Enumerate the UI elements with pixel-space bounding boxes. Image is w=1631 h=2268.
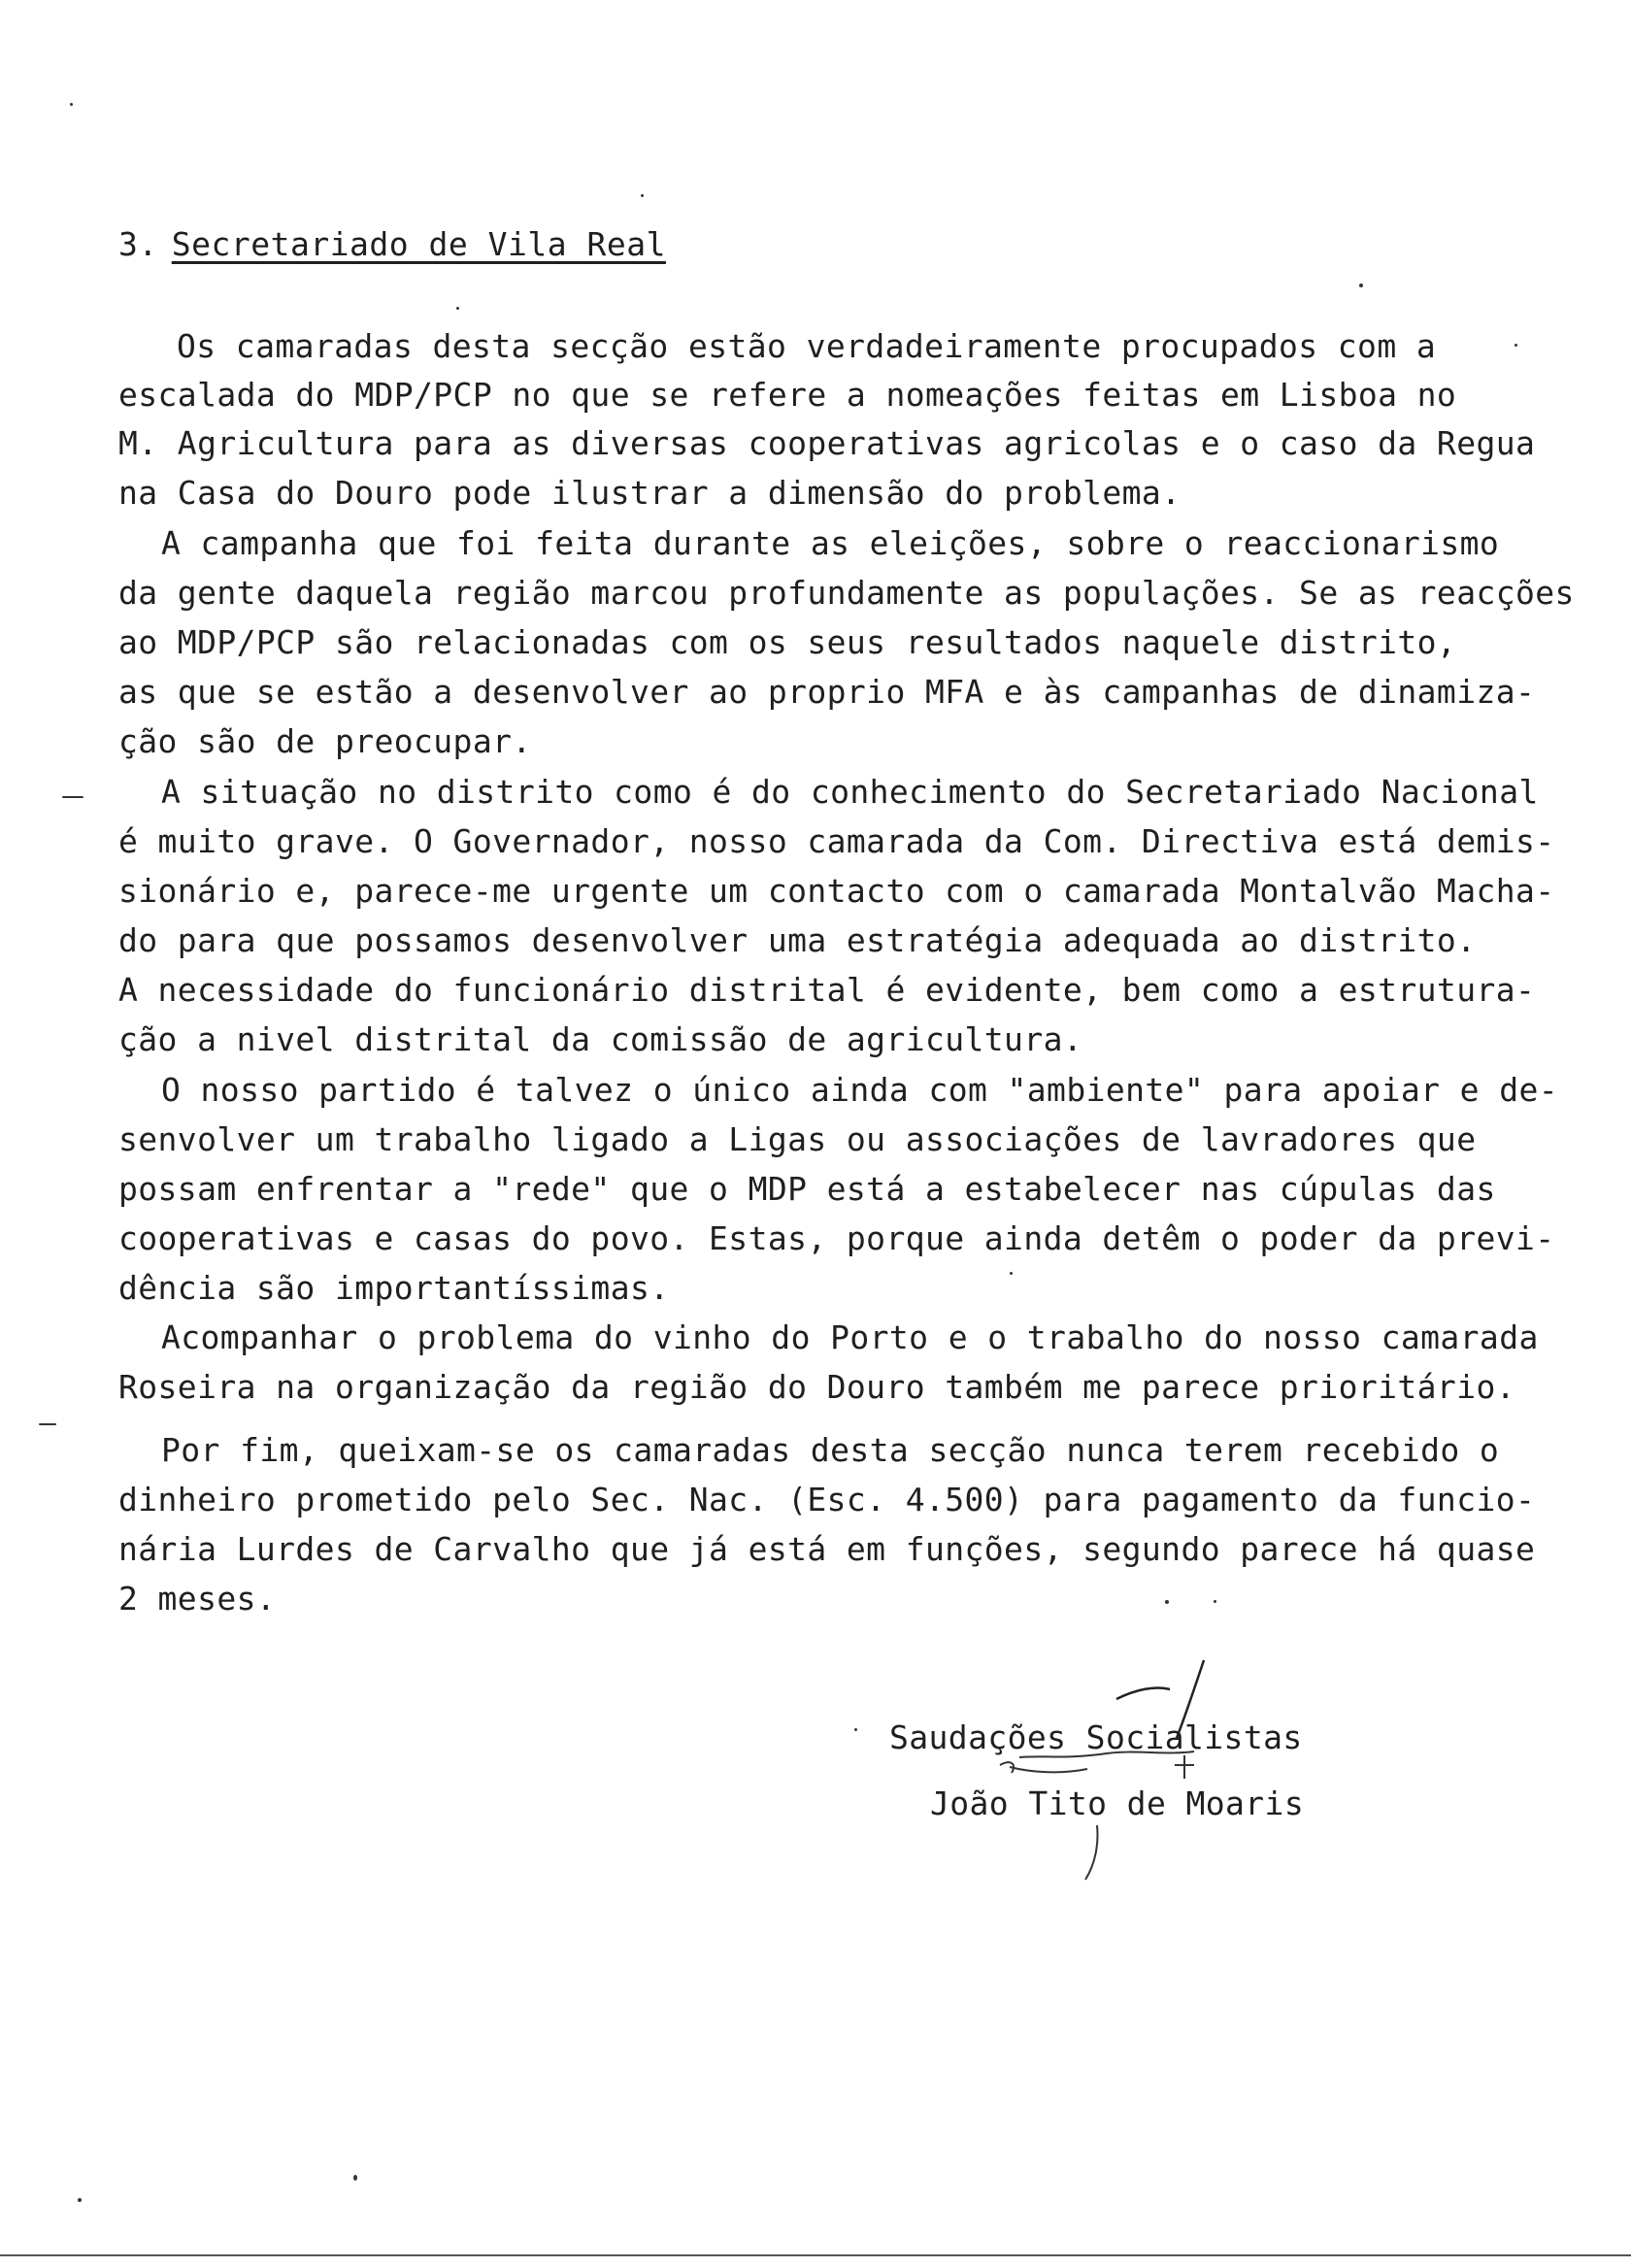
page-bottom-rule — [0, 2254, 1631, 2256]
body-line: M. Agricultura para as diversas cooperativas agricolas e o caso da Regua — [118, 424, 1536, 462]
scan-speck — [854, 1728, 857, 1731]
scan-speck — [62, 796, 83, 798]
body-line: do para que possamos desenvolver uma estratégia adequada ao distrito. — [118, 921, 1477, 959]
scan-speck — [70, 103, 73, 106]
body-line: 2 meses. — [118, 1580, 277, 1618]
body-line: da gente daquela região marcou profundamente as populações. Se as reacções — [118, 574, 1575, 612]
body-line: na Casa do Douro pode ilustrar a dimensão do problema. — [118, 474, 1182, 512]
body-line: A situação no distrito como é do conhecimento do Secretariado Nacional — [161, 773, 1539, 811]
closing-salutation: Saudações Socialistas — [889, 1718, 1303, 1756]
body-line: dência são importantíssimas. — [118, 1269, 670, 1307]
body-line: Acompanhar o problema do vinho do Porto e o trabalho do nosso camarada — [161, 1318, 1539, 1356]
scan-speck — [78, 2198, 82, 2202]
scan-speck — [1514, 344, 1517, 347]
scan-speck — [39, 1423, 56, 1425]
body-line: Roseira na organização da região do Douro também me parece prioritário. — [118, 1368, 1516, 1406]
body-line: A campanha que foi feita durante as eleições, sobre o reaccionarismo — [161, 524, 1500, 562]
body-line: O nosso partido é talvez o único ainda com "ambiente" para apoiar e de- — [161, 1071, 1559, 1109]
body-line: ao MDP/PCP são relacionadas com os seus resultados naquele distrito, — [118, 623, 1457, 661]
body-line: Os camaradas desta secção estão verdadeiramente procupados com a — [177, 327, 1437, 365]
body-line: senvolver um trabalho ligado a Ligas ou associações de lavradores que — [118, 1120, 1477, 1158]
body-line: dinheiro prometido pelo Sec. Nac. (Esc. 4.500) para pagamento da funcio- — [118, 1481, 1536, 1518]
body-line: nária Lurdes de Carvalho que já está em funções, segundo parece há quase — [118, 1530, 1536, 1568]
body-line: A necessidade do funcionário distrital é evidente, bem como a estrutura- — [118, 971, 1536, 1009]
body-line: escalada do MDP/PCP no que se refere a nomeações feitas em Lisboa no — [118, 376, 1457, 414]
scan-speck — [1165, 1600, 1169, 1604]
scan-speck — [1359, 284, 1363, 287]
scan-speck — [641, 194, 644, 197]
body-line: sionário e, parece-me urgente um contacto com o camarada Montalvão Macha- — [118, 872, 1555, 910]
body-line: é muito grave. O Governador, nosso camarada da Com. Directiva está demis- — [118, 822, 1555, 860]
body-line: Por fim, queixam-se os camaradas desta secção nunca terem recebido o — [161, 1431, 1500, 1469]
scan-speck — [1010, 1272, 1013, 1275]
scan-speck — [1214, 1600, 1216, 1603]
section-title: Secretariado de Vila Real — [171, 225, 666, 263]
scan-speck — [456, 307, 459, 310]
body-line: as que se estão a desenvolver ao proprio MFA e às campanhas de dinamiza- — [118, 673, 1536, 711]
body-line: ção a nivel distrital da comissão de agricultura. — [118, 1020, 1083, 1058]
body-line: possam enfrentar a "rede" que o MDP está a estabelecer nas cúpulas das — [118, 1170, 1496, 1208]
section-heading — [118, 225, 666, 263]
section-number: 3. — [118, 225, 158, 263]
body-line: ção são de preocupar. — [118, 722, 532, 760]
signatory-name: João Tito de Moaris — [930, 1784, 1305, 1822]
body-line: cooperativas e casas do povo. Estas, porque ainda detêm o poder da previ- — [118, 1219, 1555, 1257]
scan-speck — [353, 2175, 357, 2181]
handwritten-signature — [874, 1651, 1320, 1903]
